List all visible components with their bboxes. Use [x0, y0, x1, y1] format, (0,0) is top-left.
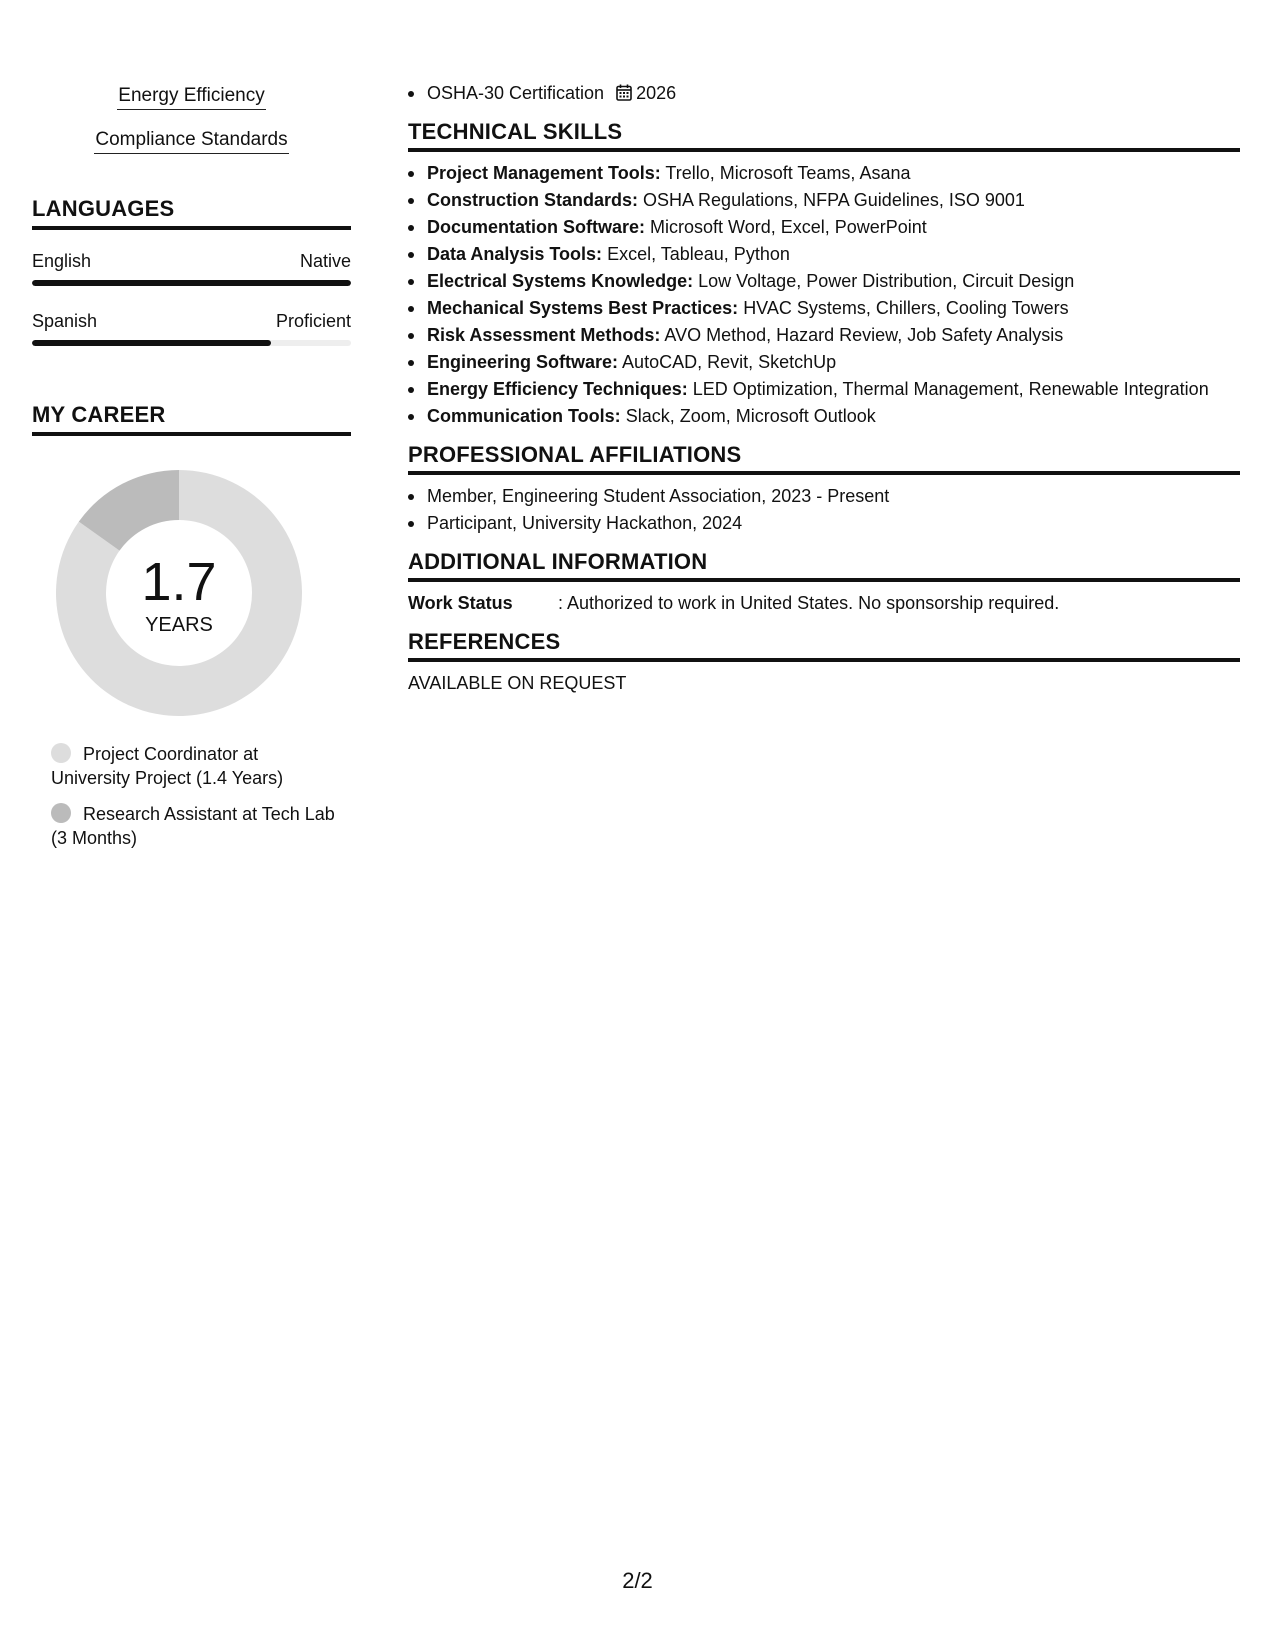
languages-heading: LANGUAGES — [32, 196, 351, 230]
calendar-icon — [616, 84, 632, 101]
skill-value: HVAC Systems, Chillers, Cooling Towers — [743, 298, 1069, 318]
affiliations-heading: PROFESSIONAL AFFILIATIONS — [408, 442, 1240, 475]
skill-value: Low Voltage, Power Distribution, Circuit Design — [698, 271, 1075, 291]
skill-tag: Compliance Standards — [94, 128, 288, 154]
additional-info-heading: ADDITIONAL INFORMATION — [408, 549, 1240, 582]
language-level-bar — [32, 340, 351, 346]
skill-label: Electrical Systems Knowledge: — [427, 271, 694, 291]
skill-label: Project Management Tools: — [427, 163, 661, 183]
skill-label: Data Analysis Tools: — [427, 244, 603, 264]
career-heading: MY CAREER — [32, 402, 351, 436]
language-level-fill — [32, 280, 351, 286]
career-donut-chart — [56, 470, 302, 716]
language-level-fill — [32, 340, 271, 346]
affiliation-item: Participant, University Hackathon, 2024 — [408, 510, 1240, 537]
skill-item — [408, 403, 1240, 430]
language-level: Proficient — [275, 311, 351, 331]
page-number: 2/2 — [622, 1568, 653, 1593]
language-name: Spanish — [32, 311, 98, 331]
skill-item — [408, 349, 1240, 376]
skill-item — [408, 160, 1240, 187]
affiliation-item: Member, Engineering Student Association, 2023 - Present — [408, 483, 1240, 510]
languages-section — [32, 196, 351, 346]
skill-value: Excel, Tableau, Python — [607, 244, 790, 264]
language-level-bar — [32, 280, 351, 286]
work-status-row — [408, 590, 1240, 617]
career-legend-item — [51, 742, 341, 790]
work-status-value: : Authorized to work in United States. No sponsorship required. — [558, 593, 1060, 613]
skill-value: AutoCAD, Revit, SketchUp — [622, 352, 837, 372]
skill-tag: Energy Efficiency — [117, 84, 265, 110]
technical-skills-list — [408, 160, 1240, 430]
certifications-list — [408, 80, 1240, 107]
legend-dot — [51, 743, 71, 763]
language-name: English — [32, 251, 92, 271]
certification-item — [408, 80, 1240, 107]
skill-label: Documentation Software: — [427, 217, 646, 237]
career-legend — [51, 742, 341, 850]
career-total-value: 1.7 — [141, 552, 217, 612]
skill-label: Communication Tools: — [427, 406, 621, 426]
skill-value: AVO Method, Hazard Review, Job Safety Analysis — [664, 325, 1064, 345]
skill-value: Trello, Microsoft Teams, Asana — [665, 163, 911, 183]
right-column — [408, 80, 1240, 697]
skill-label: Energy Efficiency Techniques: — [427, 379, 688, 399]
skill-item — [408, 322, 1240, 349]
career-total-unit: YEARS — [145, 614, 213, 636]
legend-dot — [51, 803, 71, 823]
skill-label: Engineering Software: — [427, 352, 619, 372]
skill-item — [408, 241, 1240, 268]
affiliations-list — [408, 483, 1240, 537]
skill-label: Construction Standards: — [427, 190, 639, 210]
skill-item — [408, 214, 1240, 241]
left-column — [32, 84, 351, 862]
language-item — [32, 250, 351, 286]
career-legend-item — [51, 802, 341, 850]
skill-item — [408, 376, 1240, 403]
certification-year: 2026 — [636, 83, 677, 103]
certification-name: OSHA-30 Certification — [427, 83, 605, 103]
skill-item — [408, 187, 1240, 214]
skill-item — [408, 268, 1240, 295]
career-legend-label: Research Assistant at Tech Lab (3 Months) — [51, 804, 335, 848]
references-heading: REFERENCES — [408, 629, 1240, 662]
skill-label: Mechanical Systems Best Practices: — [427, 298, 739, 318]
references-text: AVAILABLE ON REQUEST — [408, 673, 627, 693]
language-item — [32, 310, 351, 346]
skill-value: Microsoft Word, Excel, PowerPoint — [650, 217, 927, 237]
skill-tags — [32, 84, 351, 172]
language-level: Native — [299, 251, 351, 271]
skill-value: Slack, Zoom, Microsoft Outlook — [625, 406, 876, 426]
technical-skills-heading: TECHNICAL SKILLS — [408, 119, 1240, 152]
skill-label: Risk Assessment Methods: — [427, 325, 661, 345]
career-legend-label: Project Coordinator at University Project (1.4 Years) — [51, 744, 284, 788]
work-status-label: Work Status — [408, 593, 513, 613]
career-section — [32, 402, 351, 850]
skill-item — [408, 295, 1240, 322]
skill-value: OSHA Regulations, NFPA Guidelines, ISO 9001 — [643, 190, 1025, 210]
skill-value: LED Optimization, Thermal Management, Renewable Integration — [692, 379, 1209, 399]
